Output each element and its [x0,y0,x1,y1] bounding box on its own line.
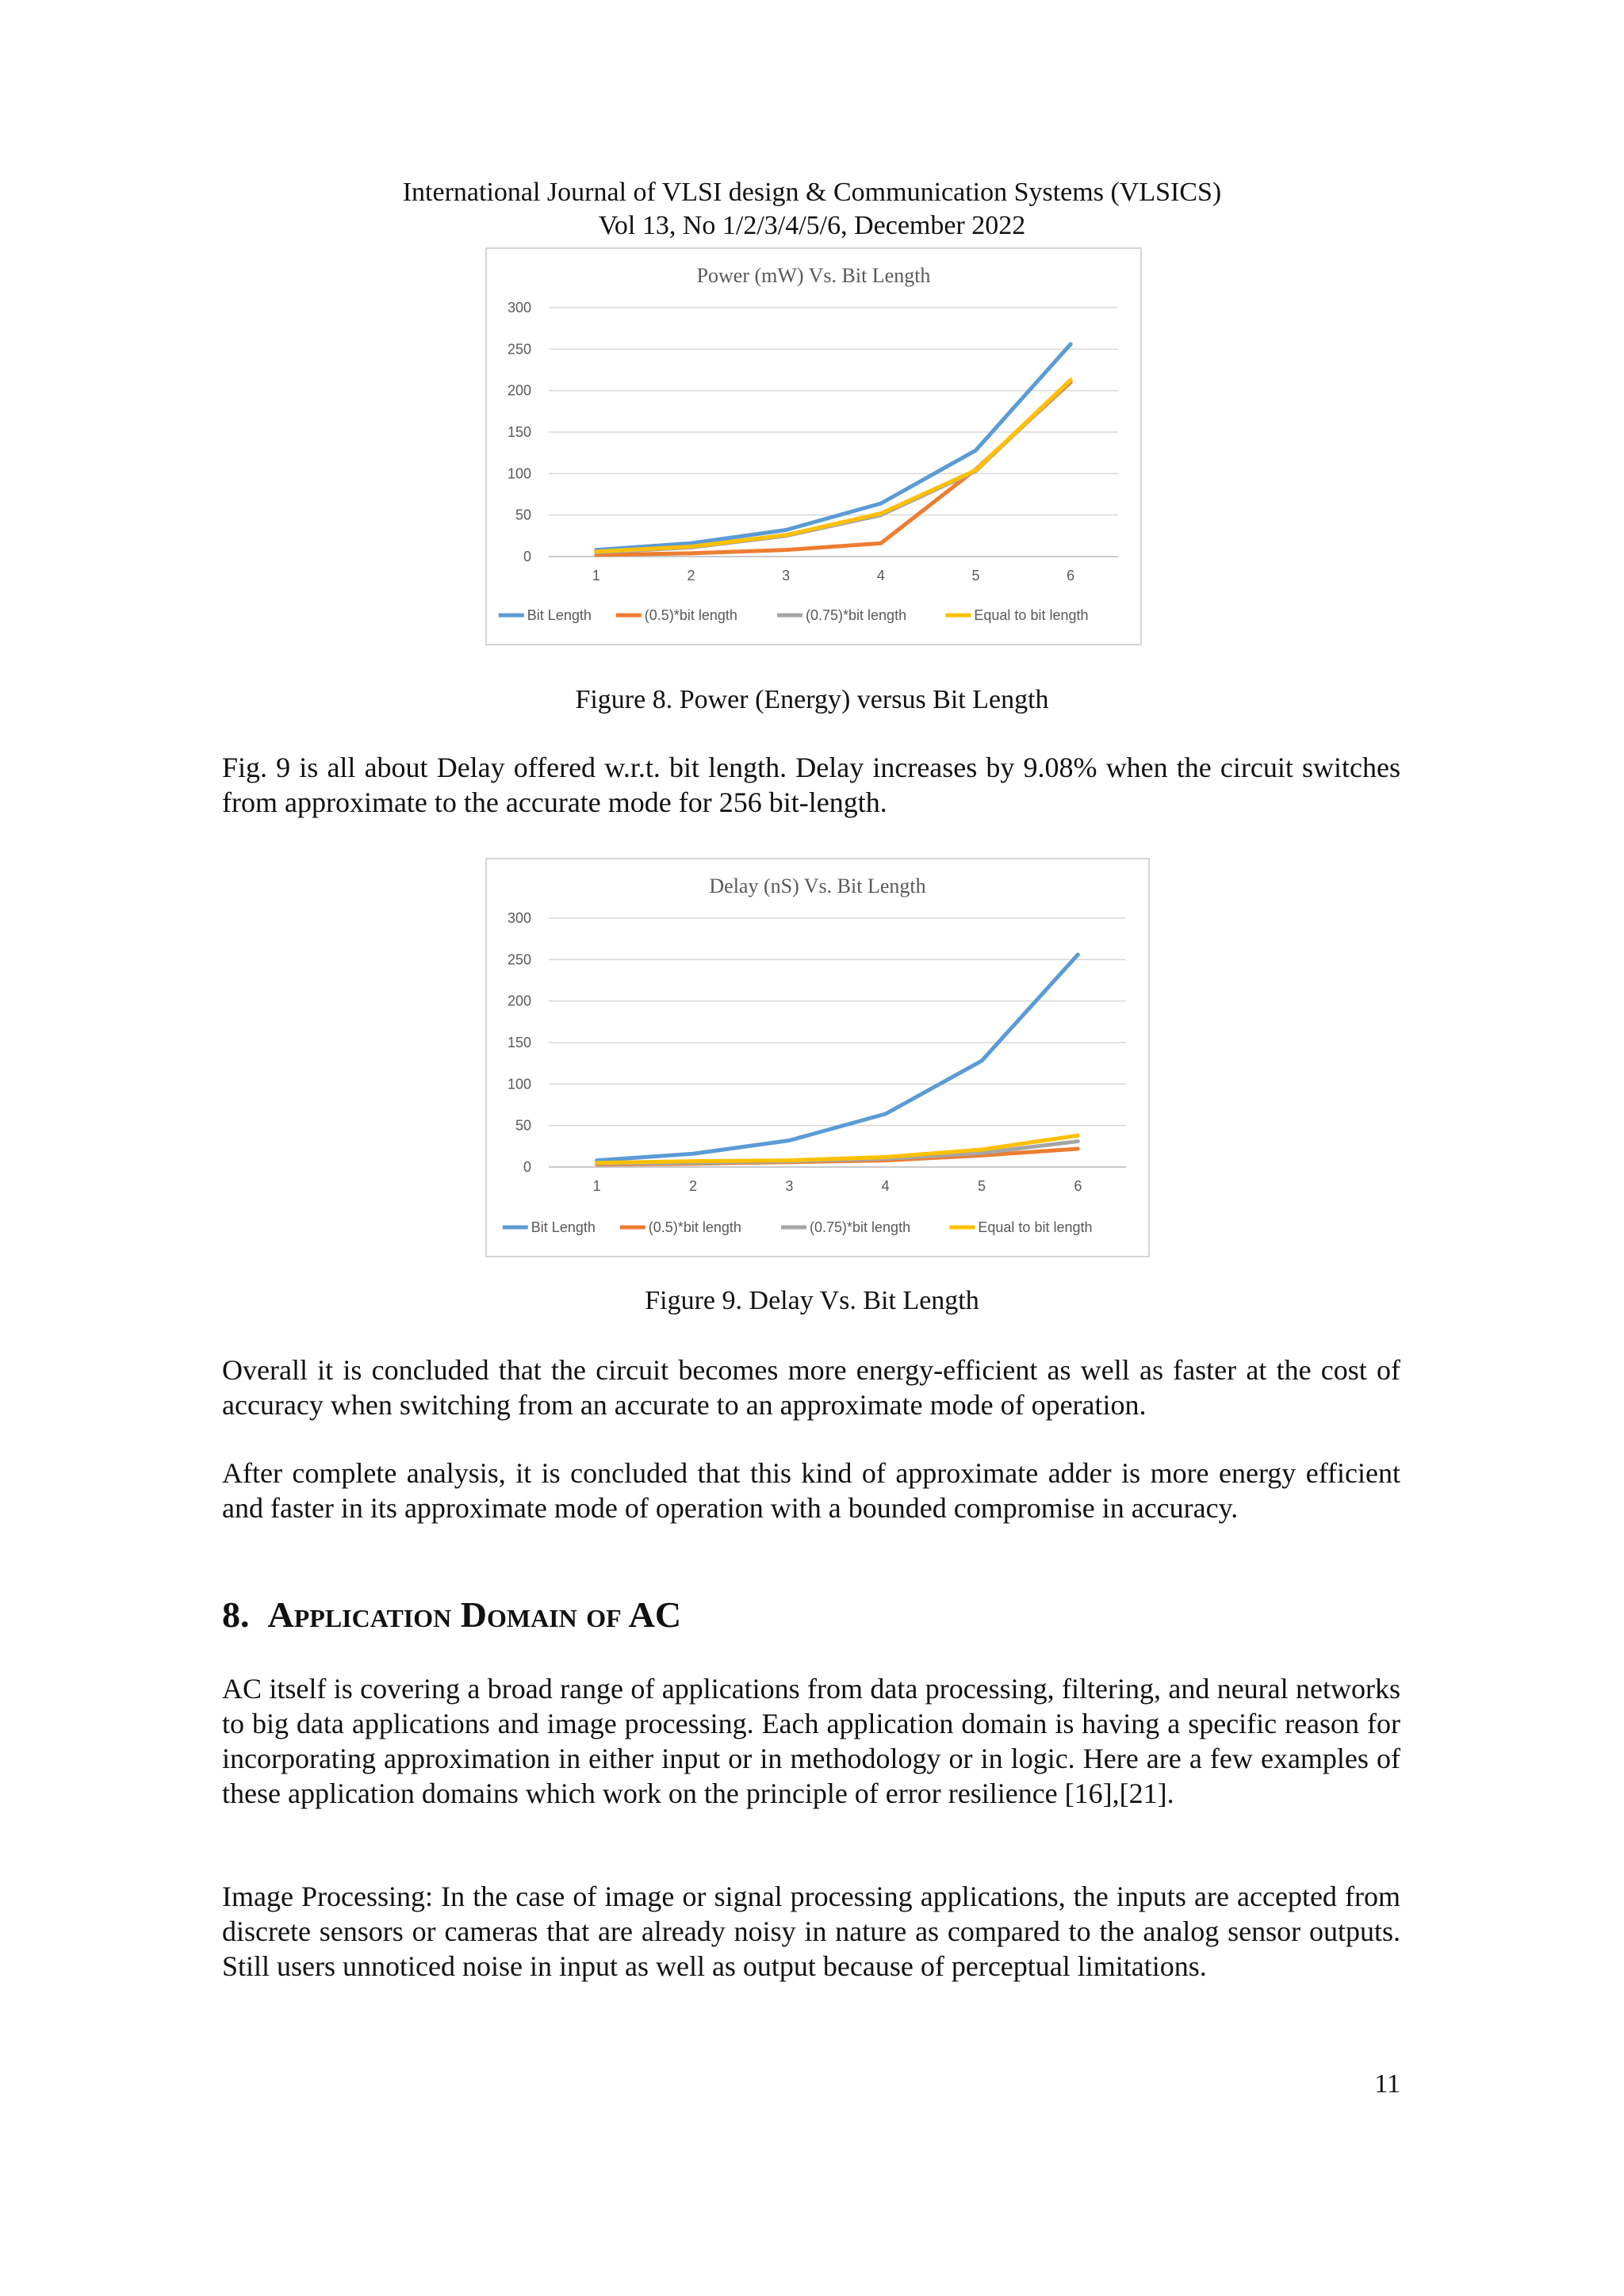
y-tick-label: 150 [507,424,531,440]
y-tick-label: 250 [507,341,531,358]
x-tick-label: 3 [782,568,791,584]
series-line-equal-to-bit-length [596,380,1071,552]
y-tick-label: 0 [523,1159,531,1175]
paragraph-image-processing: Image Processing: In the case of image or signal processing applications, the inputs are accepted from discrete sensors or cameras that are already noisy in nature as compared to the analog sensor outputs. Still users unnoticed noise in input as well as output because of perceptual limitations. [222,1881,1400,1982]
section-number: 8. [222,1594,250,1635]
paragraph-conclusion: Overall it is concluded that the circuit becomes more energy-efficient as well as faster at the cost of accuracy when switching from an accurate to an approximate mode of operation. [222,1354,1400,1421]
y-tick-label: 100 [507,465,531,482]
y-tick-label: 150 [507,1035,531,1050]
figure-9-caption: Figure 9. Delay Vs. Bit Length [645,1286,979,1315]
delay-chart [485,858,1150,1257]
journal-header [0,176,1624,243]
legend-label: Bit Length [530,1219,596,1235]
legend-label: (0.5)*bit length [648,1219,741,1235]
section-title: Application Domain of AC [267,1594,682,1635]
x-tick-label: 4 [876,568,885,584]
y-tick-label: 300 [507,910,531,926]
y-tick-label: 200 [507,993,531,1009]
x-tick-label: 1 [592,568,600,584]
legend-label: (0.5)*bit length [644,607,737,623]
section-heading [222,1594,681,1636]
legend-label: (0.75)*bit length [810,1219,911,1235]
page-number: 11 [1374,2069,1400,2099]
legend-label: Equal to bit length [974,607,1089,623]
series-line--0-5-bit-length [596,382,1071,555]
delay-chart-svg [487,859,1148,1256]
x-tick-label: 4 [881,1178,890,1194]
journal-volume: Vol 13, No 1/2/3/4/5/6, December 2022 [598,211,1026,240]
chart-title: Delay (nS) Vs. Bit Length [709,874,926,897]
x-tick-label: 1 [592,1178,601,1194]
x-tick-label: 2 [687,568,695,584]
y-tick-label: 300 [507,300,531,316]
x-tick-label: 3 [785,1178,794,1194]
legend-label: Equal to bit length [978,1219,1093,1235]
series-line-bit-length [597,955,1078,1161]
series-line--0-75-bit-length [596,381,1071,553]
y-tick-label: 0 [523,549,531,564]
y-tick-label: 250 [507,951,531,968]
figure-8-caption: Figure 8. Power (Energy) versus Bit Length [575,685,1049,714]
chart-title: Power (mW) Vs. Bit Length [696,264,931,287]
x-tick-label: 6 [1074,1178,1082,1194]
y-tick-label: 50 [515,507,531,523]
y-tick-label: 50 [515,1117,531,1134]
paragraph-application-domains: AC itself is covering a broad range of applications from data processing, filtering, and neural networks to big data applications and image processing. Each application domain is having a specific reason for incorporating approximation in either input or in methodology or in logic. Here are a few examples of these application domains which work on the principle of error resilience [16],[21]. [222,1673,1400,1809]
x-tick-label: 6 [1067,568,1075,584]
power-chart [485,247,1142,645]
legend-label: Bit Length [527,607,592,623]
paragraph-delay-intro: Fig. 9 is all about Delay offered w.r.t. bit length. Delay increases by 9.08% when the circuit switches from approximate to the accurate mode for 256 bit-length. [222,752,1400,818]
y-tick-label: 100 [507,1076,531,1093]
y-tick-label: 200 [507,382,531,399]
power-chart-svg [487,249,1140,644]
paragraph-analysis: After complete analysis, it is concluded that this kind of approximate adder is more energy efficient and faster in its approximate mode of operation with a bounded compromise in accuracy. [222,1457,1400,1524]
journal-name: International Journal of VLSI design & Communication Systems (VLSICS) [402,178,1222,207]
legend-label: (0.75)*bit length [806,607,907,623]
x-tick-label: 2 [688,1178,698,1194]
x-tick-label: 5 [971,568,980,584]
x-tick-label: 5 [977,1178,986,1194]
